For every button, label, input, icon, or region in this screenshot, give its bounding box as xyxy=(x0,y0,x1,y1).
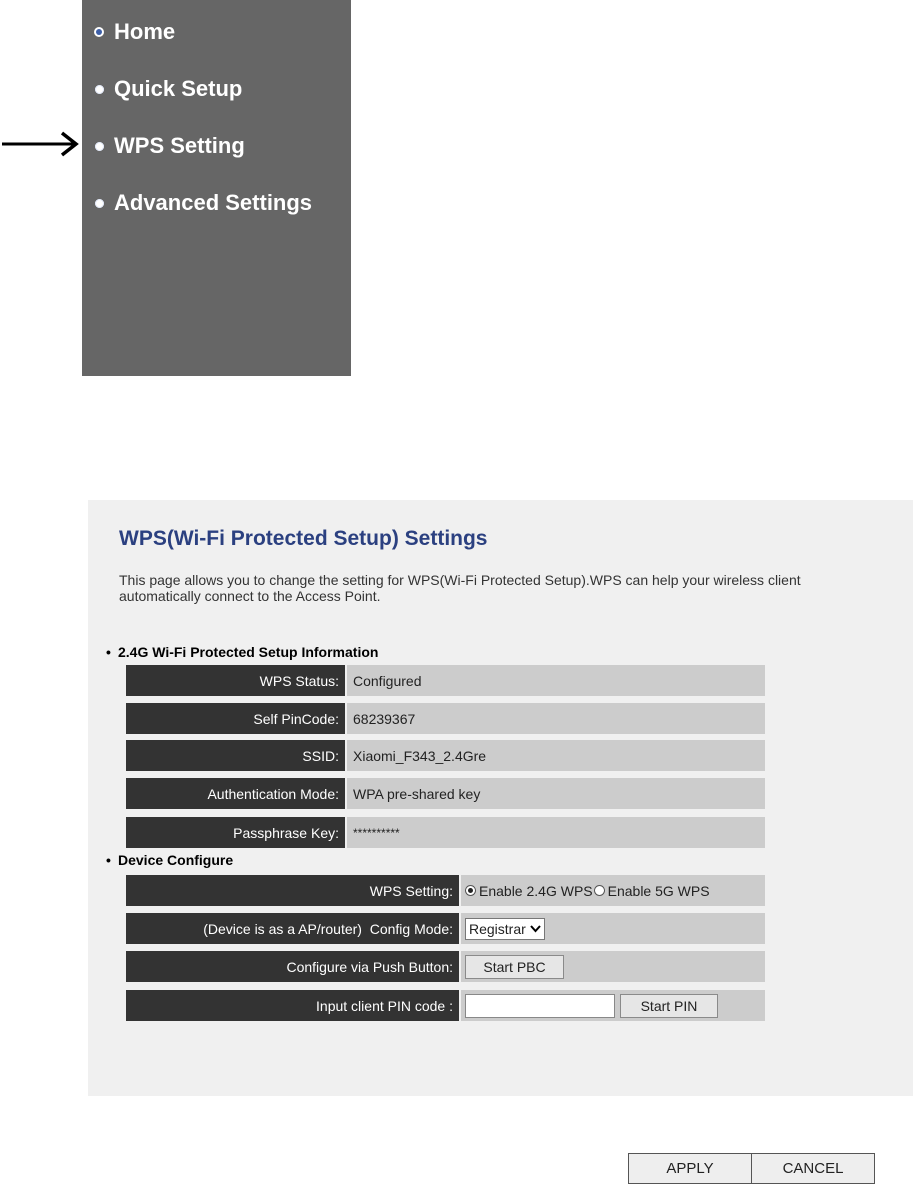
sidebar-item-label: Quick Setup xyxy=(114,76,243,101)
wps-status-value: Configured xyxy=(347,665,765,696)
config-mode-cell xyxy=(461,913,765,944)
config-mode-select[interactable] xyxy=(465,918,545,940)
info-row-self-pincode xyxy=(126,703,765,734)
sidebar-item-label: WPS Setting xyxy=(114,133,245,158)
chevron-down-icon xyxy=(530,925,541,933)
sidebar-item-advanced-settings[interactable] xyxy=(95,188,312,218)
ssid-value: Xiaomi_F343_2.4Gre xyxy=(347,740,765,771)
sidebar-item-label: Advanced Settings xyxy=(114,190,313,215)
info-row-ssid xyxy=(126,740,765,771)
sidebar-item-home[interactable] xyxy=(95,17,175,47)
info-row-wps-status xyxy=(126,665,765,696)
pin-code-row xyxy=(126,990,765,1021)
auth-mode-label: Authentication Mode: xyxy=(126,778,345,809)
passphrase-value: ********** xyxy=(347,817,765,848)
start-pin-button[interactable]: Start PIN xyxy=(620,994,718,1018)
wps-status-label: WPS Status: xyxy=(126,665,345,696)
push-button-label: Configure via Push Button: xyxy=(126,951,459,982)
sidebar-item-label: Home xyxy=(114,19,176,44)
info-section-label: 2.4G Wi-Fi Protected Setup Information xyxy=(118,644,379,660)
page-title: WPS(Wi-Fi Protected Setup) Settings xyxy=(119,527,488,550)
ssid-label: SSID: xyxy=(126,740,345,771)
cancel-button[interactable]: CANCEL xyxy=(751,1153,875,1184)
start-pbc-button[interactable]: Start PBC xyxy=(465,955,564,979)
sidebar-item-wps-setting[interactable] xyxy=(95,131,245,161)
wps-settings-panel xyxy=(88,500,913,1177)
info-row-passphrase xyxy=(126,817,765,848)
bullet-icon xyxy=(95,142,104,151)
info-section-heading: • 2.4G Wi-Fi Protected Setup Information xyxy=(106,644,379,660)
sidebar-item-quick-setup[interactable] xyxy=(95,74,242,104)
wps-setting-row xyxy=(126,875,765,906)
device-section-label: Device Configure xyxy=(118,852,234,868)
self-pincode-value: 68239367 xyxy=(347,703,765,734)
pin-code-input[interactable] xyxy=(465,994,615,1018)
pin-code-cell xyxy=(461,990,765,1021)
pin-code-label: Input client PIN code : xyxy=(126,990,459,1021)
pointer-arrow-icon xyxy=(2,131,80,157)
wps-setting-options xyxy=(461,875,765,906)
info-row-auth-mode xyxy=(126,778,765,809)
apply-button[interactable]: APPLY xyxy=(628,1153,752,1184)
config-mode-label: (Device is as a AP/router) Config Mode: xyxy=(126,913,459,944)
passphrase-label: Passphrase Key: xyxy=(126,817,345,848)
push-button-row xyxy=(126,951,765,982)
bullet-icon xyxy=(96,29,102,35)
push-button-cell xyxy=(461,951,765,982)
enable-24g-wps-radio[interactable] xyxy=(465,885,476,896)
wps-setting-label: WPS Setting: xyxy=(126,875,459,906)
config-mode-row xyxy=(126,913,765,944)
device-section-heading: • Device Configure xyxy=(106,852,234,868)
sidebar-menu xyxy=(82,0,351,376)
bullet-icon xyxy=(95,85,104,94)
auth-mode-value: WPA pre-shared key xyxy=(347,778,765,809)
config-mode-selected: Registrar xyxy=(469,920,526,937)
enable-5g-wps-label[interactable]: Enable 5G WPS xyxy=(607,882,710,899)
enable-5g-wps-radio[interactable] xyxy=(594,885,605,896)
enable-24g-wps-label[interactable]: Enable 2.4G WPS xyxy=(479,882,593,899)
bullet-icon xyxy=(95,199,104,208)
page-description: This page allows you to change the setting for WPS(Wi-Fi Protected Setup).WPS can help your wireless client automatically connect to the Access Point. xyxy=(119,572,801,604)
self-pincode-label: Self PinCode: xyxy=(126,703,345,734)
